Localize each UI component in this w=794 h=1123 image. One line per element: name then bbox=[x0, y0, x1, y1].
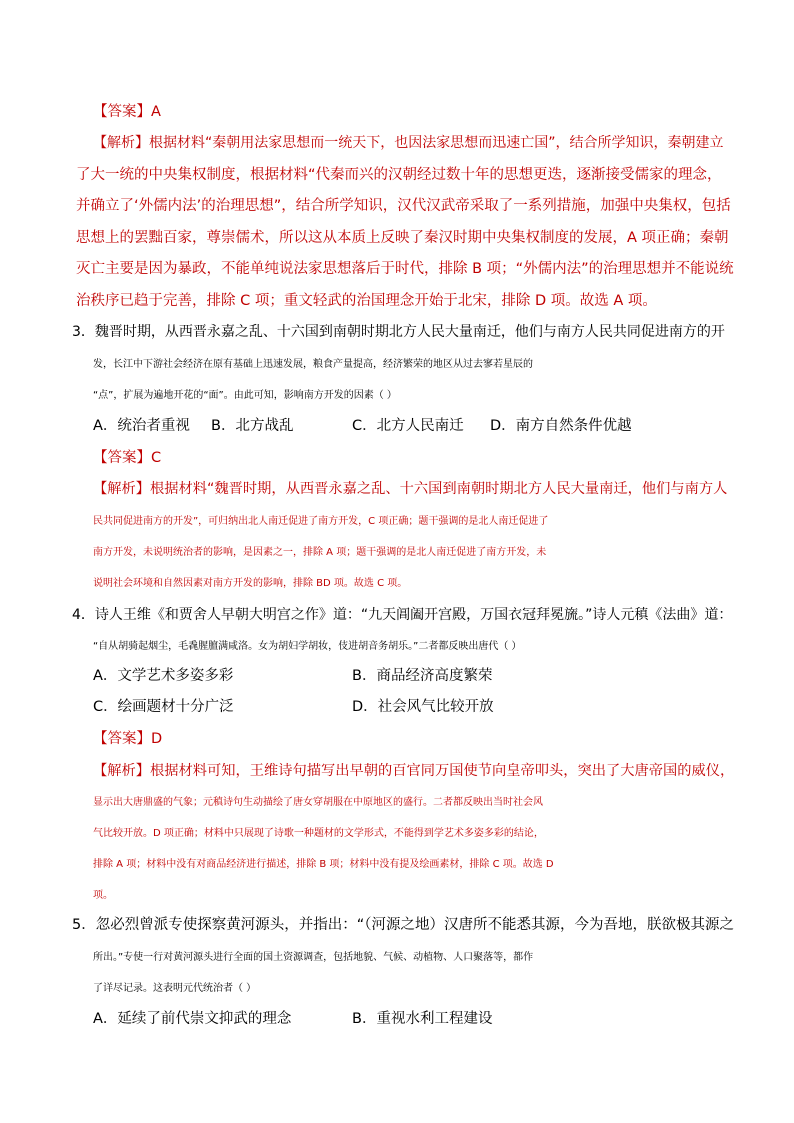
q3-analysis-line: 【解析】根据材料“魏晋时期，从西晋永嘉之乱、十六国到南朝时期北方人民大量南迁，他们与南方人 bbox=[93, 481, 728, 497]
q3-analysis-line: 说明社会环境和自然因素对南方开发的影响，排除 BD 项。故选 C 项。 bbox=[93, 578, 408, 589]
q4-option-b: B．商品经济高度繁荣 bbox=[352, 668, 493, 684]
q4-analysis-line: 排除 A 项；材料中没有对商品经济进行描述，排除 B 项；材料中没有提及绘画素材，排除 C 项。故选 D bbox=[93, 859, 554, 870]
answer-label: 【答案】 bbox=[93, 450, 151, 466]
q3-answer bbox=[93, 443, 161, 475]
q4-analysis-line: 显示出大唐鼎盛的气象；元稹诗句生动描绘了唐女穿胡服在中原地区的盛行。二者都反映出当时社会风 bbox=[93, 797, 543, 808]
q5-stem-line: 了详尽记录。这表明元代统治者（ ） bbox=[93, 983, 257, 994]
answer-label: 【答案】 bbox=[93, 104, 151, 120]
analysis-label: 【解析】 bbox=[93, 135, 149, 151]
q4-option-c: C．绘画题材十分广泛 bbox=[93, 699, 234, 715]
answer-value: A bbox=[151, 104, 161, 120]
q5-stem-line: 5．忽必烈曾派专使探察黄河源头，并指出：“（河源之地）汉唐所不能悉其源，今为吾地，朕欲极其源之 bbox=[72, 917, 734, 933]
q5-stem-line: 所出。”专使一行对黄河源头进行全面的国土资源调查，包括地貌、气候、动植物、人口聚落等，都作 bbox=[93, 952, 534, 963]
q3-stem-line: 发，长江中下游社会经济在原有基础上迅速发展，粮食产量提高，经济繁荣的地区从过去寥若星辰的 bbox=[93, 359, 533, 370]
analysis-label: 【解析】 bbox=[93, 763, 151, 779]
answer-value: D bbox=[151, 731, 163, 747]
q3-option-d: D．南方自然条件优越 bbox=[490, 418, 632, 434]
q4-answer bbox=[93, 724, 162, 756]
q2-analysis-line: 治秩序已趋于完善，排除 C 项；重文轻武的治国理念开始于北宋，排除 D 项。故选 A 项。 bbox=[76, 293, 657, 309]
q2-analysis-line: 了大一统的中央集权制度，根据材料“代秦而兴的汉朝经过数十年的思想更迭，逐渐接受儒家的理念， bbox=[76, 167, 722, 183]
q3-option-c: C．北方人民南迁 bbox=[352, 418, 464, 434]
q3-analysis-line: 民共同促进南方的开发”，可归纳出北人南迁促进了南方开发，C 项正确；题干强调的是北人南迁促进了 bbox=[93, 516, 549, 527]
q3-analysis-line: 南方开发，未说明统治者的影响，是因素之一，排除 A 项；题干强调的是北人南迁促进了南方开发，未 bbox=[93, 547, 547, 558]
q4-stem-line: 4．诗人王维《和贾舍人早朝大明宫之作》道：“九天阊阖开宫殿，万国衣冠拜冕旒。”诗人元稹《法曲》道： bbox=[72, 607, 733, 623]
q4-option-a: A．文学艺术多姿多彩 bbox=[93, 668, 234, 684]
q3-option-a: A．统治者重视 bbox=[93, 418, 190, 434]
q3-stem-line: “点”，扩展为遍地开花的“面”。由此可知，影响南方开发的因素（ ） bbox=[93, 390, 397, 401]
q3-stem-line: 3．魏晋时期，从西晋永嘉之乱、十六国到南朝时期北方人民大量南迁，他们与南方人民共同促进南方的开 bbox=[72, 324, 725, 340]
analysis-label: 【解析】 bbox=[93, 481, 151, 497]
q2-analysis-line: 灭亡主要是因为暴政，不能单纯说法家思想落后于时代，排除 B 项；“外儒内法”的治理思想并不能说统 bbox=[76, 261, 734, 277]
q2-answer bbox=[93, 97, 161, 129]
q4-analysis-line: 【解析】根据材料可知，王维诗句描写出早朝的百官同万国使节向皇帝叩头，突出了大唐帝国的威仪， bbox=[93, 763, 735, 779]
q2-analysis-line: 【解析】根据材料“秦朝用法家思想而一统天下，也因法家思想而迅速亡国”，结合所学知识，秦朝建立 bbox=[93, 135, 724, 151]
q4-analysis-line: 项。 bbox=[93, 890, 113, 901]
q4-option-d: D．社会风气比较开放 bbox=[352, 699, 494, 715]
answer-value: C bbox=[151, 450, 162, 466]
q4-analysis-line: 气比较开放。D 项正确；材料中只展现了诗歌一种题材的文学形式，不能得到学艺术多姿多彩的结论， bbox=[93, 828, 544, 839]
q4-stem-line: “自从胡骑起烟尘，毛毳腥膻满咸洛。女为胡妇学胡妆，伎进胡音务胡乐。”二者都反映出唐代（ ） bbox=[93, 641, 522, 652]
q2-analysis-line: 并确立了‘外儒内法’的治理思想”，结合所学知识，汉代汉武帝采取了一系列措施，加强中央集权，包括 bbox=[76, 198, 731, 214]
q5-option-a: A．延续了前代崇文抑武的理念 bbox=[93, 1011, 292, 1027]
q2-analysis-line: 思想上的罢黜百家，尊崇儒术，所以这从本质上反映了秦汉时期中央集权制度的发展，A 项正确；秦朝 bbox=[76, 230, 729, 246]
q5-option-b: B．重视水利工程建设 bbox=[352, 1011, 493, 1027]
answer-label: 【答案】 bbox=[93, 731, 151, 747]
q3-option-b: B．北方战乱 bbox=[211, 418, 294, 434]
